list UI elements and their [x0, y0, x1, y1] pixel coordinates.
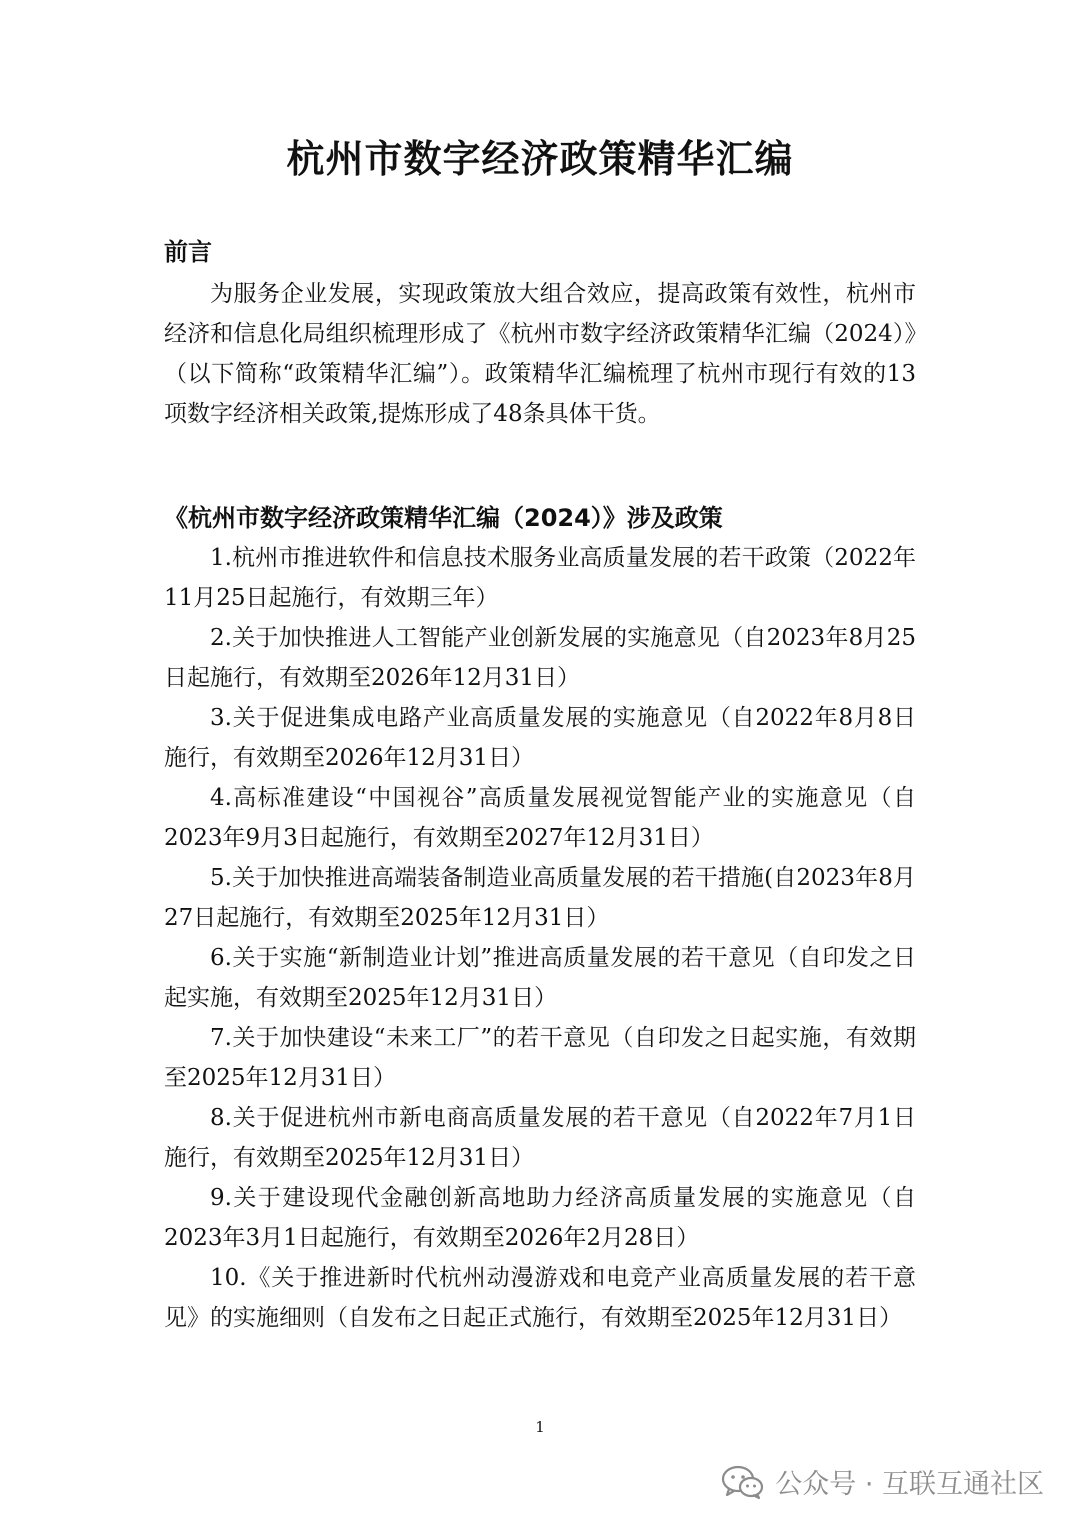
preface-paragraph: 为服务企业发展，实现政策放大组合效应，提高政策有效性，杭州市经济和信息化局组织梳理形成了《杭州市数字经济政策精华汇编（2024）》（以下简称“政策精华汇编”）。政策精华汇编梳理了杭州市现行有效的13项数字经济相关政策,提炼形成了48条具体干货。	[164, 281, 916, 427]
document-title: 杭州市数字经济政策精华汇编	[286, 137, 794, 181]
wechat-icon	[721, 1464, 765, 1500]
policy-item: 3.关于促进集成电路产业高质量发展的实施意见（自2022年8月8日施行，有效期至2026年12月31日）	[164, 705, 916, 771]
policy-item: 1.杭州市推进软件和信息技术服务业高质量发展的若干政策（2022年11月25日起施行，有效期三年）	[164, 545, 916, 611]
policy-item: 5.关于加快推进高端装备制造业高质量发展的若干措施(自2023年8月27日起施行，有效期至2025年12月31日）	[164, 865, 916, 931]
policy-item: 4.高标准建设“中国视谷”高质量发展视觉智能产业的实施意见（自2023年9月3日起施行，有效期至2027年12月31日）	[164, 785, 916, 851]
page-number: 1	[535, 1418, 545, 1436]
policy-item: 7.关于加快建设“未来工厂”的若干意见（自印发之日起实施，有效期至2025年12月31日）	[164, 1025, 916, 1091]
policy-item: 9.关于建设现代金融创新高地助力经济高质量发展的实施意见（自2023年3月1日起施行，有效期至2026年2月28日）	[164, 1185, 916, 1251]
policy-item: 6.关于实施“新制造业计划”推进高质量发展的若干意见（自印发之日起实施，有效期至2025年12月31日）	[164, 945, 916, 1011]
preface-heading: 前言	[164, 238, 212, 266]
watermark-text: 公众号 · 互联互通社区	[775, 1469, 1044, 1500]
policy-list-heading: 《杭州市数字经济政策精华汇编（2024）》涉及政策	[164, 504, 723, 532]
policy-item: 10.《关于推进新时代杭州动漫游戏和电竞产业高质量发展的若干意见》的实施细则（自发布之日起正式施行，有效期至2025年12月31日）	[164, 1265, 916, 1331]
watermark	[721, 1462, 1044, 1501]
policy-item: 8.关于促进杭州市新电商高质量发展的若干意见（自2022年7月1日施行，有效期至2025年12月31日）	[164, 1105, 916, 1171]
policy-list	[164, 538, 916, 1338]
policy-item: 2.关于加快推进人工智能产业创新发展的实施意见（自2023年8月25日起施行，有效期至2026年12月31日）	[164, 625, 916, 691]
